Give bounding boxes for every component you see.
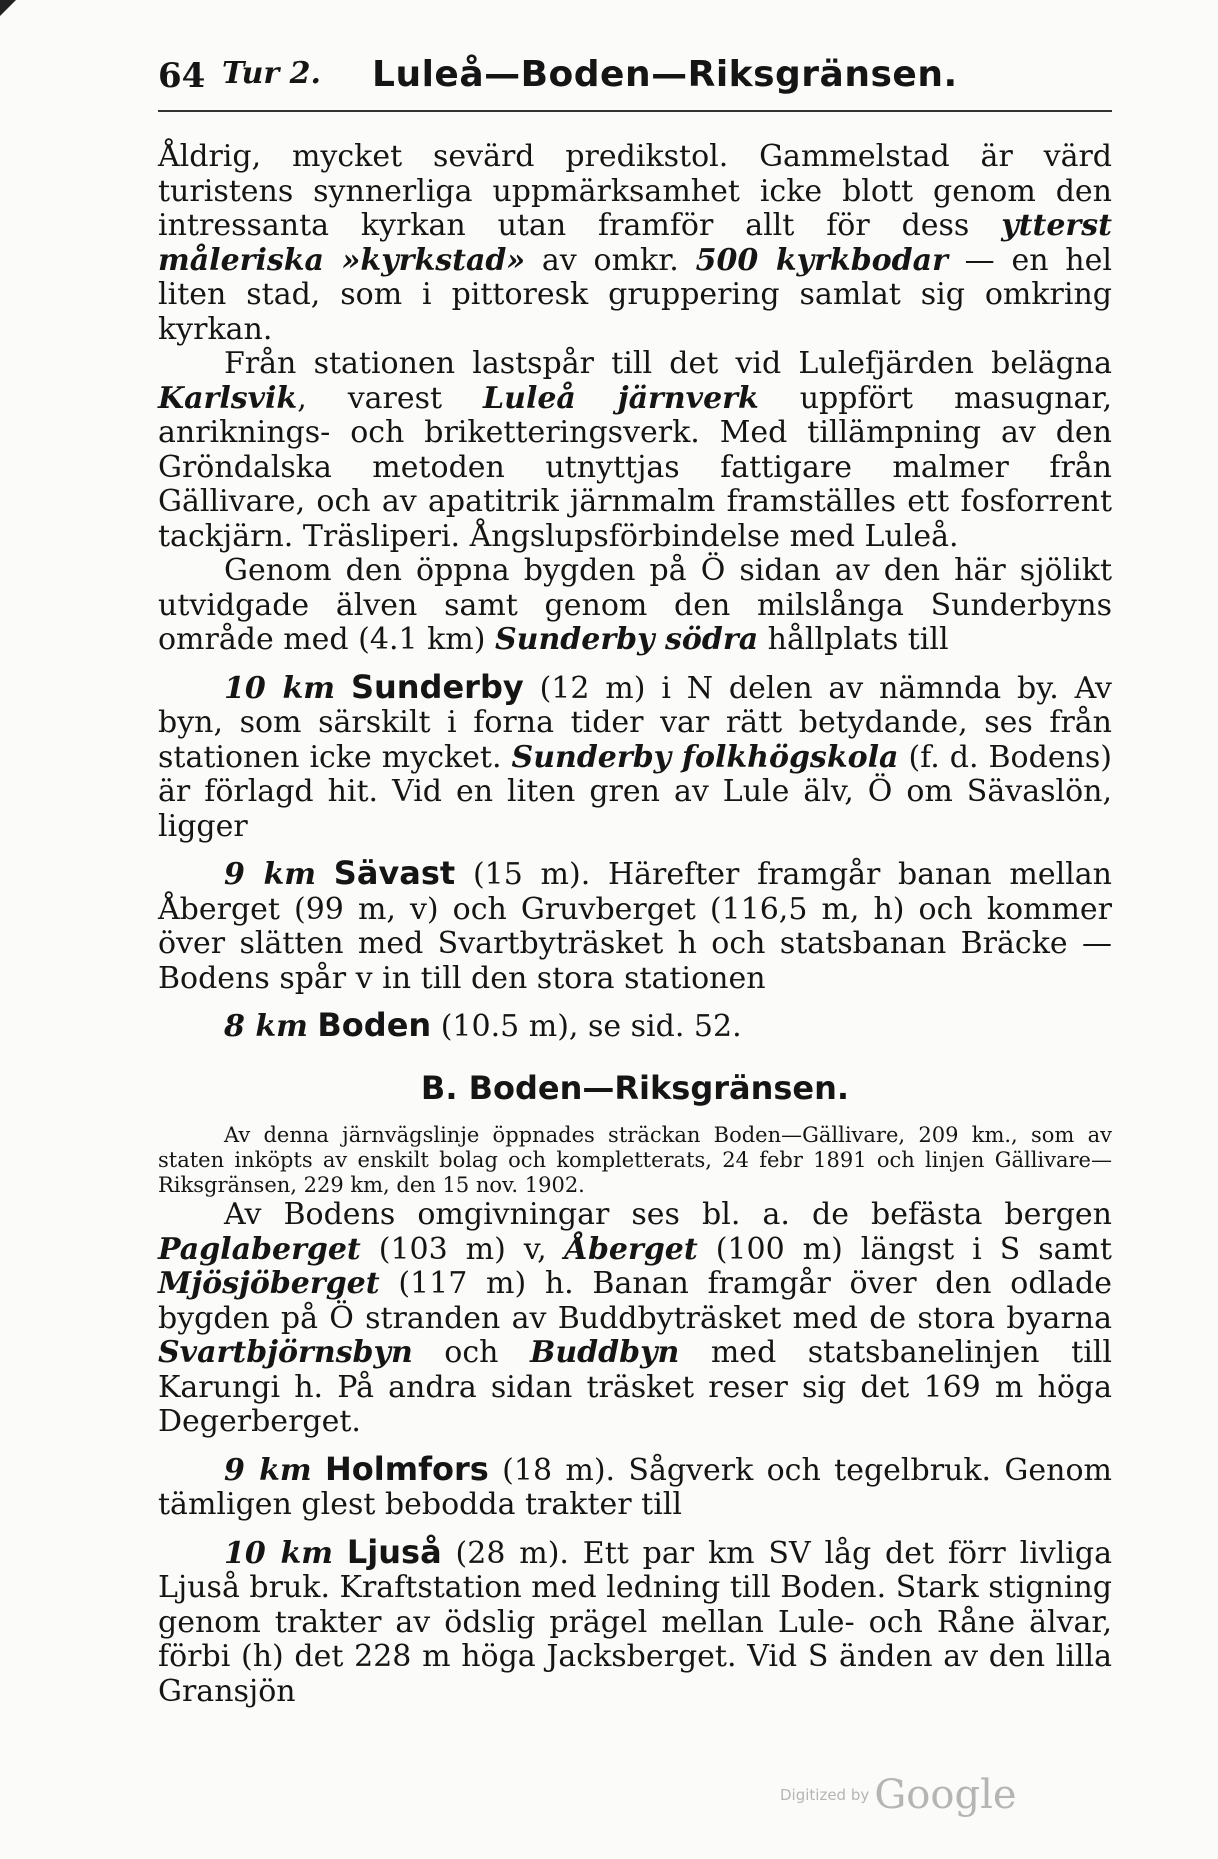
watermark-prefix: Digitized by: [780, 1786, 870, 1804]
emphasis-aberget: Åberget: [564, 1231, 698, 1267]
page-body: [158, 140, 1112, 1709]
paragraph-karlsvik: [158, 347, 1112, 554]
text-run: , varest: [297, 380, 484, 416]
emphasis-jarnverk: Luleå järnverk: [483, 380, 759, 416]
text-run: (10.5 m), se sid. 52.: [431, 1009, 742, 1044]
paragraph-gammelstad: [158, 140, 1112, 347]
emphasis-karlsvik: Karlsvik: [158, 380, 298, 416]
station-holmfors: [158, 1449, 1112, 1523]
paragraph-sunderby-approach: [158, 554, 1112, 658]
emphasis-kyrkbodar: 500 kyrkbodar: [695, 242, 948, 278]
text-run: (117 m) h. Banan framgår över den odlade bygden på Ö stranden av Buddbyträsket med de stora byarna: [158, 1266, 1112, 1336]
station-sunderby: [158, 667, 1112, 845]
digitized-by-google-watermark: [780, 1772, 1017, 1818]
station-name: Ljuså: [346, 1532, 442, 1571]
station-name: Sunderby: [350, 667, 524, 706]
emphasis-sunderby-sodra: Sunderby södra: [495, 622, 759, 657]
tour-label: Tur 2.: [222, 56, 321, 91]
text-run: (103 m) v,: [360, 1231, 565, 1267]
emphasis-paglaberget: Paglaberget: [158, 1231, 361, 1267]
google-logo-text: Google: [874, 1772, 1017, 1818]
emphasis-folkhogskola: Sunderby folkhögskola: [511, 739, 899, 775]
station-ljusa: [158, 1532, 1112, 1710]
text-run: hållplats till: [758, 622, 949, 657]
railway-history-note: Av denna järnvägslinje öppnades sträckan Boden—Gällivare, 209 km., som av staten inköpts av enskilt bolag och kompletterats, 24 febr 1891 och linjen Gällivare—Riksgränsen, 229 km, den 15 nov. 1902.: [158, 1123, 1112, 1197]
page-title: Luleå—Boden—Riksgränsen.: [372, 54, 958, 95]
station-name: Holmfors: [325, 1449, 489, 1488]
text-run: (12 m) i N delen av nämnda by. Av byn, som särskilt i forna tider var rätt betydande, ses från stationen icke mycket.: [158, 670, 1112, 775]
station-boden: [158, 1008, 1112, 1045]
text-run: Åldrig, mycket sevärd predikstol. Gammelstad är värd turistens synnerliga uppmärksamhet icke blott genom den intressanta kyrkan utan framför allt för dess: [158, 139, 1112, 243]
station-distance: 9 km: [224, 857, 317, 892]
text-run: (100 m) längst i S samt: [697, 1231, 1112, 1267]
corner-scan-mark: [0, 0, 16, 16]
text-run: Genom den öppna bygden på Ö sidan av den här sjölikt utvidgade älven samt genom den milslånga Sunderbyns område med (4.1 km): [158, 553, 1112, 657]
text-run: av omkr.: [525, 242, 696, 278]
text-run: (f. d. Bodens) är förlagd hit. Vid en liten gren av Lule älv, Ö om Sävaslön, ligger: [158, 739, 1112, 844]
text-run: med statsbanelinjen till Karungi h. På andra sidan träsket reser sig det 169 m höga Degerberget.: [158, 1335, 1112, 1439]
emphasis-mjosjoberget: Mjösjöberget: [158, 1266, 380, 1301]
text-run: (15 m). Härefter framgår banan mellan Åberget (99 m, v) och Gruvberget (116,5 m, h) och kommer över slätten med Svartbyträsket h och statsbanan Bräcke — Bodens spår v in till den stora stationen: [158, 857, 1112, 996]
text-run: (28 m). Ett par km SV låg det förr livliga Ljuså bruk. Kraftstation med ledning till Boden. Stark stigning genom trakter av ödslig prägel mellan Lule- och Råne älvar, förbi (h) det 228 m höga Jacksberget. Vid S änden av den lilla Gransjön: [158, 1535, 1112, 1709]
text-run: och: [412, 1335, 530, 1370]
station-distance: 8 km: [224, 1009, 308, 1044]
text-run: (18 m). Sågverk och tegelbruk. Genom tämligen glest bebodda trakter till: [158, 1452, 1112, 1522]
section-heading: B. Boden—Riksgränsen.: [420, 1068, 850, 1107]
emphasis-svartbjornsbyn: Svartbjörnsbyn: [158, 1335, 413, 1370]
running-header: [158, 48, 1118, 108]
text-run: Från stationen lastspår till det vid Lulefjärden belägna: [224, 346, 1112, 381]
paragraph-boden-surroundings: [158, 1198, 1112, 1440]
station-name: Boden: [317, 1006, 432, 1044]
emphasis-buddbyn: Buddbyn: [530, 1335, 680, 1370]
header-rule: [158, 110, 1112, 112]
text-run: Av Bodens omgivningar ses bl. a. de befästa bergen: [224, 1197, 1112, 1232]
emphasis-kyrkstad: ytterst måleriska »kyrkstad»: [158, 208, 1112, 278]
station-distance: 10 km: [224, 670, 336, 706]
station-distance: 10 km: [224, 1535, 334, 1571]
station-name: Sävast: [333, 854, 456, 892]
text-run: — en hel liten stad, som i pittoresk gruppering samlat sig omkring kyrkan.: [158, 242, 1112, 347]
station-distance: 9 km: [224, 1452, 312, 1488]
page-number: 64: [158, 56, 206, 96]
text-run: uppfört masugnar, anriknings- och briketteringsverk. Med tillämpning av den Gröndalska metoden utnyttjas fattigare malmer från Gällivare, och av apatitrik järnmalm framställes ett fosforrent tackjärn. Träsliperi. Ångslupsförbindelse med Luleå.: [158, 380, 1113, 554]
station-savast: [158, 856, 1112, 996]
